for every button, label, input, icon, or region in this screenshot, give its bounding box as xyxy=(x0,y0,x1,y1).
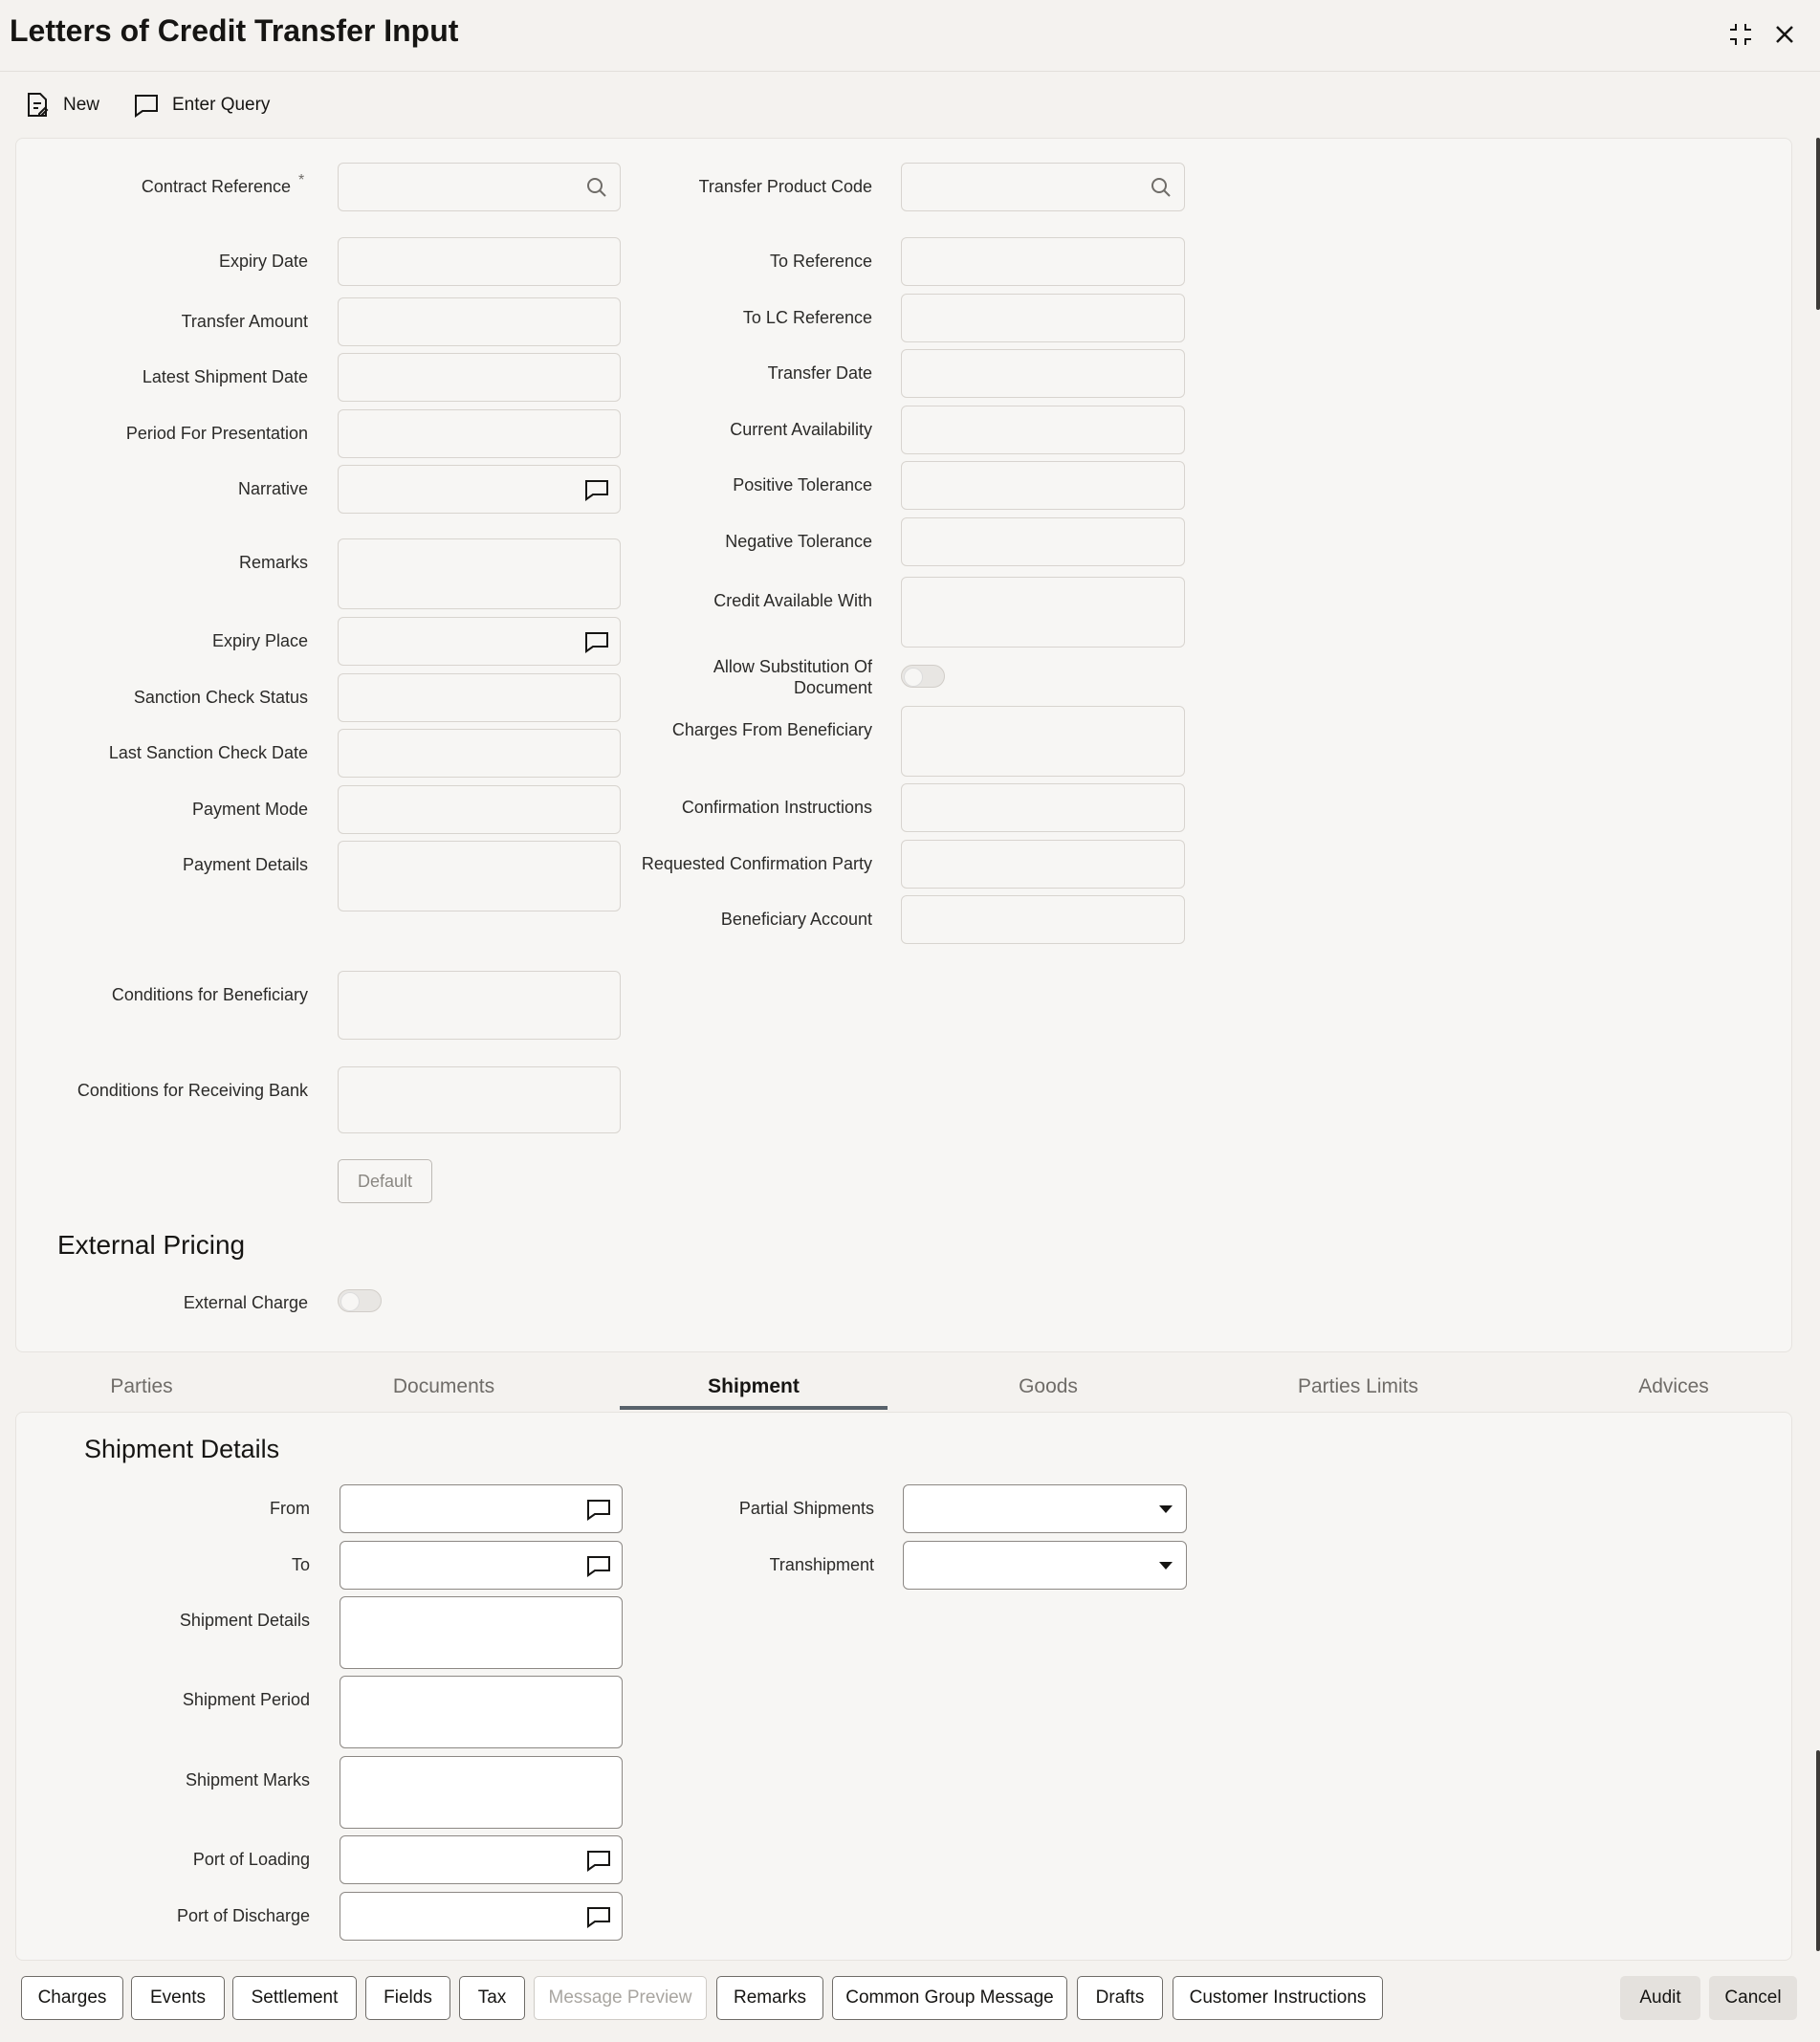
period-for-presentation-label: Period For Presentation xyxy=(125,424,308,443)
current-availability-input[interactable] xyxy=(901,406,1185,454)
transhipment-label: Transhipment xyxy=(769,1555,874,1574)
comment-icon[interactable] xyxy=(585,1847,612,1874)
narrative-label: Narrative xyxy=(237,479,308,498)
tab-shipment[interactable]: Shipment xyxy=(708,1375,800,1397)
comment-icon[interactable] xyxy=(585,1552,612,1579)
payment-details-textarea[interactable] xyxy=(338,841,621,911)
audit-button[interactable]: Audit xyxy=(1620,1976,1700,2020)
required-mark: * xyxy=(298,172,305,188)
transfer-date-label: Transfer Date xyxy=(767,363,872,383)
partial-shipments-select[interactable] xyxy=(903,1484,1187,1533)
tab-documents[interactable]: Documents xyxy=(392,1375,495,1397)
scrollbar-thumb[interactable] xyxy=(1816,138,1820,310)
confirmation-instructions-input[interactable] xyxy=(901,783,1185,832)
confirmation-instructions-label: Confirmation Instructions xyxy=(681,798,872,817)
comment-icon[interactable] xyxy=(585,1903,612,1930)
negative-tolerance-input[interactable] xyxy=(901,517,1185,566)
partial-shipments-label: Partial Shipments xyxy=(738,1499,874,1518)
allow-substitution-label-line2: Document xyxy=(793,678,872,697)
last-sanction-check-date-label: Last Sanction Check Date xyxy=(108,743,308,762)
cancel-button[interactable]: Cancel xyxy=(1709,1976,1797,2020)
conditions-for-receiving-bank-textarea[interactable] xyxy=(338,1066,621,1133)
remarks-button[interactable]: Remarks xyxy=(716,1976,823,2020)
shipment-details-heading: Shipment Details xyxy=(84,1435,280,1463)
last-sanction-check-date-input[interactable] xyxy=(338,729,621,778)
contract-reference-label: Contract Reference xyxy=(141,177,291,196)
requested-confirmation-party-label: Requested Confirmation Party xyxy=(641,854,872,873)
transfer-date-input[interactable] xyxy=(901,349,1185,398)
transfer-amount-input[interactable] xyxy=(338,297,621,346)
transfer-amount-label: Transfer Amount xyxy=(181,312,308,331)
expiry-date-input[interactable] xyxy=(338,237,621,286)
to-reference-input[interactable] xyxy=(901,237,1185,286)
caret-down-icon xyxy=(1159,1505,1173,1513)
positive-tolerance-input[interactable] xyxy=(901,461,1185,510)
latest-shipment-date-input[interactable] xyxy=(338,353,621,402)
comment-icon[interactable] xyxy=(583,476,610,503)
enter-query-button[interactable] xyxy=(132,84,270,126)
new-button[interactable] xyxy=(23,84,99,126)
active-tab-indicator xyxy=(620,1406,888,1410)
credit-available-with-textarea[interactable] xyxy=(901,577,1185,648)
tab-parties-limits[interactable]: Parties Limits xyxy=(1297,1375,1419,1397)
query-icon xyxy=(132,91,161,120)
tax-button[interactable]: Tax xyxy=(459,1976,525,2020)
close-icon[interactable] xyxy=(1767,17,1802,52)
conditions-for-beneficiary-label: Conditions for Beneficiary xyxy=(111,985,308,1004)
to-label: To xyxy=(291,1555,310,1574)
scrollbar-thumb-lower[interactable] xyxy=(1816,1750,1820,1951)
beneficiary-account-input[interactable] xyxy=(901,895,1185,944)
shipment-period-label: Shipment Period xyxy=(182,1690,310,1709)
expiry-place-input[interactable] xyxy=(338,617,621,666)
negative-tolerance-label: Negative Tolerance xyxy=(725,532,872,551)
collapse-icon[interactable] xyxy=(1723,17,1758,52)
new-label: New xyxy=(63,95,100,115)
shipment-marks-textarea[interactable] xyxy=(340,1756,623,1829)
caret-down-icon xyxy=(1159,1562,1173,1570)
message-preview-button[interactable]: Message Preview xyxy=(534,1976,707,2020)
to-reference-label: To Reference xyxy=(769,252,872,271)
common-group-message-button[interactable]: Common Group Message xyxy=(832,1976,1067,2020)
sanction-check-status-label: Sanction Check Status xyxy=(133,688,308,707)
customer-instructions-button[interactable]: Customer Instructions xyxy=(1173,1976,1383,2020)
external-pricing-heading: External Pricing xyxy=(57,1230,246,1260)
shipment-marks-label: Shipment Marks xyxy=(185,1770,310,1789)
to-lc-reference-label: To LC Reference xyxy=(742,308,872,327)
port-of-discharge-label: Port of Discharge xyxy=(176,1906,310,1925)
toolbar xyxy=(0,84,1808,126)
expiry-place-label: Expiry Place xyxy=(211,631,308,650)
search-icon[interactable] xyxy=(1148,174,1174,201)
title-divider xyxy=(0,71,1820,72)
narrative-input[interactable] xyxy=(338,465,621,514)
latest-shipment-date-label: Latest Shipment Date xyxy=(142,367,308,386)
expiry-date-label: Expiry Date xyxy=(218,252,308,271)
comment-icon[interactable] xyxy=(583,628,610,655)
conditions-for-beneficiary-textarea[interactable] xyxy=(338,971,621,1040)
port-of-loading-label: Port of Loading xyxy=(192,1850,310,1869)
contract-reference-input[interactable] xyxy=(338,163,621,211)
shipment-details-label: Shipment Details xyxy=(179,1611,310,1630)
to-lc-reference-input[interactable] xyxy=(901,294,1185,342)
beneficiary-account-label: Beneficiary Account xyxy=(720,910,872,929)
credit-available-with-label: Credit Available With xyxy=(713,591,872,610)
external-charge-label: External Charge xyxy=(183,1293,308,1312)
drafts-button[interactable]: Drafts xyxy=(1077,1976,1163,2020)
conditions-for-receiving-bank-label: Conditions for Receiving Bank xyxy=(77,1081,308,1100)
external-charge-toggle[interactable] xyxy=(338,1289,382,1312)
allow-substitution-label-line1: Allow Substitution Of xyxy=(713,657,872,676)
positive-tolerance-label: Positive Tolerance xyxy=(733,475,872,494)
settlement-button[interactable]: Settlement xyxy=(232,1976,357,2020)
charges-from-beneficiary-textarea[interactable] xyxy=(901,706,1185,777)
tab-goods[interactable]: Goods xyxy=(1019,1375,1078,1397)
sanction-check-status-input[interactable] xyxy=(338,673,621,722)
port-of-discharge-input[interactable] xyxy=(340,1892,623,1941)
current-availability-label: Current Availability xyxy=(730,420,872,439)
default-button[interactable]: Default xyxy=(338,1159,432,1203)
payment-details-label: Payment Details xyxy=(182,855,308,874)
payment-mode-label: Payment Mode xyxy=(191,800,308,819)
allow-substitution-toggle[interactable] xyxy=(901,665,945,688)
enter-query-label: Enter Query xyxy=(172,95,271,115)
fields-button[interactable]: Fields xyxy=(365,1976,450,2020)
requested-confirmation-party-input[interactable] xyxy=(901,840,1185,889)
page-title: Letters of Credit Transfer Input xyxy=(10,13,459,48)
period-for-presentation-input[interactable] xyxy=(338,409,621,458)
transfer-product-code-label: Transfer Product Code xyxy=(698,177,872,196)
new-document-icon xyxy=(23,91,52,120)
comment-icon[interactable] xyxy=(585,1496,612,1523)
remarks-textarea[interactable] xyxy=(338,538,621,609)
charges-button[interactable]: Charges xyxy=(21,1976,123,2020)
transhipment-select[interactable] xyxy=(903,1541,1187,1590)
transfer-product-code-input[interactable] xyxy=(901,163,1185,211)
tab-parties[interactable]: Parties xyxy=(110,1375,173,1397)
payment-mode-input[interactable] xyxy=(338,785,621,834)
events-button[interactable]: Events xyxy=(131,1976,225,2020)
from-label: From xyxy=(270,1499,310,1518)
to-input[interactable] xyxy=(340,1541,623,1590)
remarks-label: Remarks xyxy=(238,553,308,572)
shipment-period-textarea[interactable] xyxy=(340,1676,623,1748)
tab-advices[interactable]: Advices xyxy=(1638,1375,1709,1397)
shipment-details-textarea[interactable] xyxy=(340,1596,623,1669)
port-of-loading-input[interactable] xyxy=(340,1835,623,1884)
from-input[interactable] xyxy=(340,1484,623,1533)
search-icon[interactable] xyxy=(583,174,610,201)
charges-from-beneficiary-label: Charges From Beneficiary xyxy=(671,720,872,739)
